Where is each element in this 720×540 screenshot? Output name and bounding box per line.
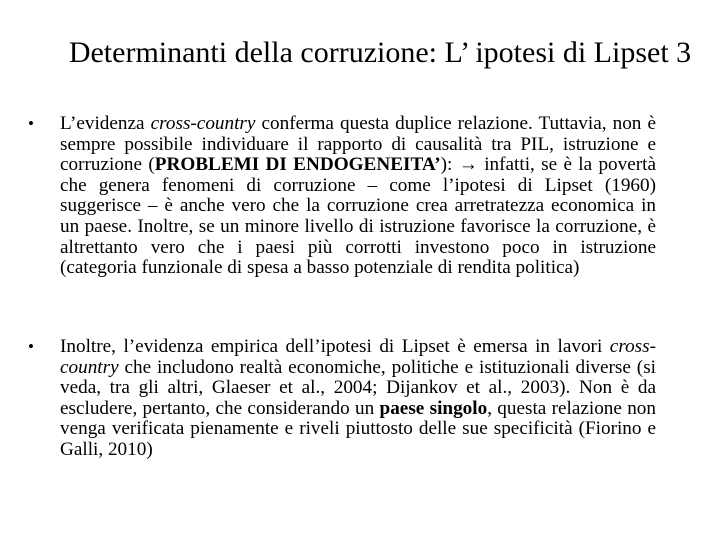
bold-term: paese singolo [379,397,488,419]
italic-term: cross-country [150,113,256,134]
text-run: , questa relazione non venga verificata pienamente e riveli piuttosto delle sue specificità (Fiorino e Galli, 2010) [60,397,656,460]
bullet-1 [28,114,656,279]
bullet-1-text [60,114,656,279]
text-run: L’evidenza [60,113,151,134]
italic-term: cross-country [60,336,656,378]
text-run: conferma questa duplice relazione. Tuttavia, non è sempre possibile individuare il rapporto di causalità tra PIL, istruzione e corruzione ( [60,113,656,176]
text-run: che includono realtà economiche, politiche e istituzionali diverse (si veda, tra gli altri, Glaeser et al., 2004; Dijankov et al., 2003). Non è da escludere, pertanto, che considerando un [60,356,656,419]
bullet-dot-icon: • [28,337,34,356]
slide-title: Determinanti della corruzione: L’ ipotesi di Lipset 3 [68,36,692,69]
text-run: ): → infatti, se è la povertà che genera fenomeni di corruzione – come l’ipotesi di Lipset (1960) suggerisce – è anche vero che la corruzione crea arretratezza economica in un paese. Inoltre, se un minore livello di istruzione favorisce la corruzione, è altrettanto vero che i paesi più corrotti investono poco in istruzione (categoria funzionale di spesa a basso potenziale di rendita politica) [60,154,656,279]
bullet-dot-icon: • [28,114,34,133]
bullet-2-text [60,337,656,461]
bullet-2 [28,337,656,461]
bold-term: PROBLEMI DI ENDOGENEITA’ [154,154,441,176]
text-run: Inoltre, l’evidenza empirica dell’ipotesi di Lipset è emersa in lavori [60,336,610,357]
